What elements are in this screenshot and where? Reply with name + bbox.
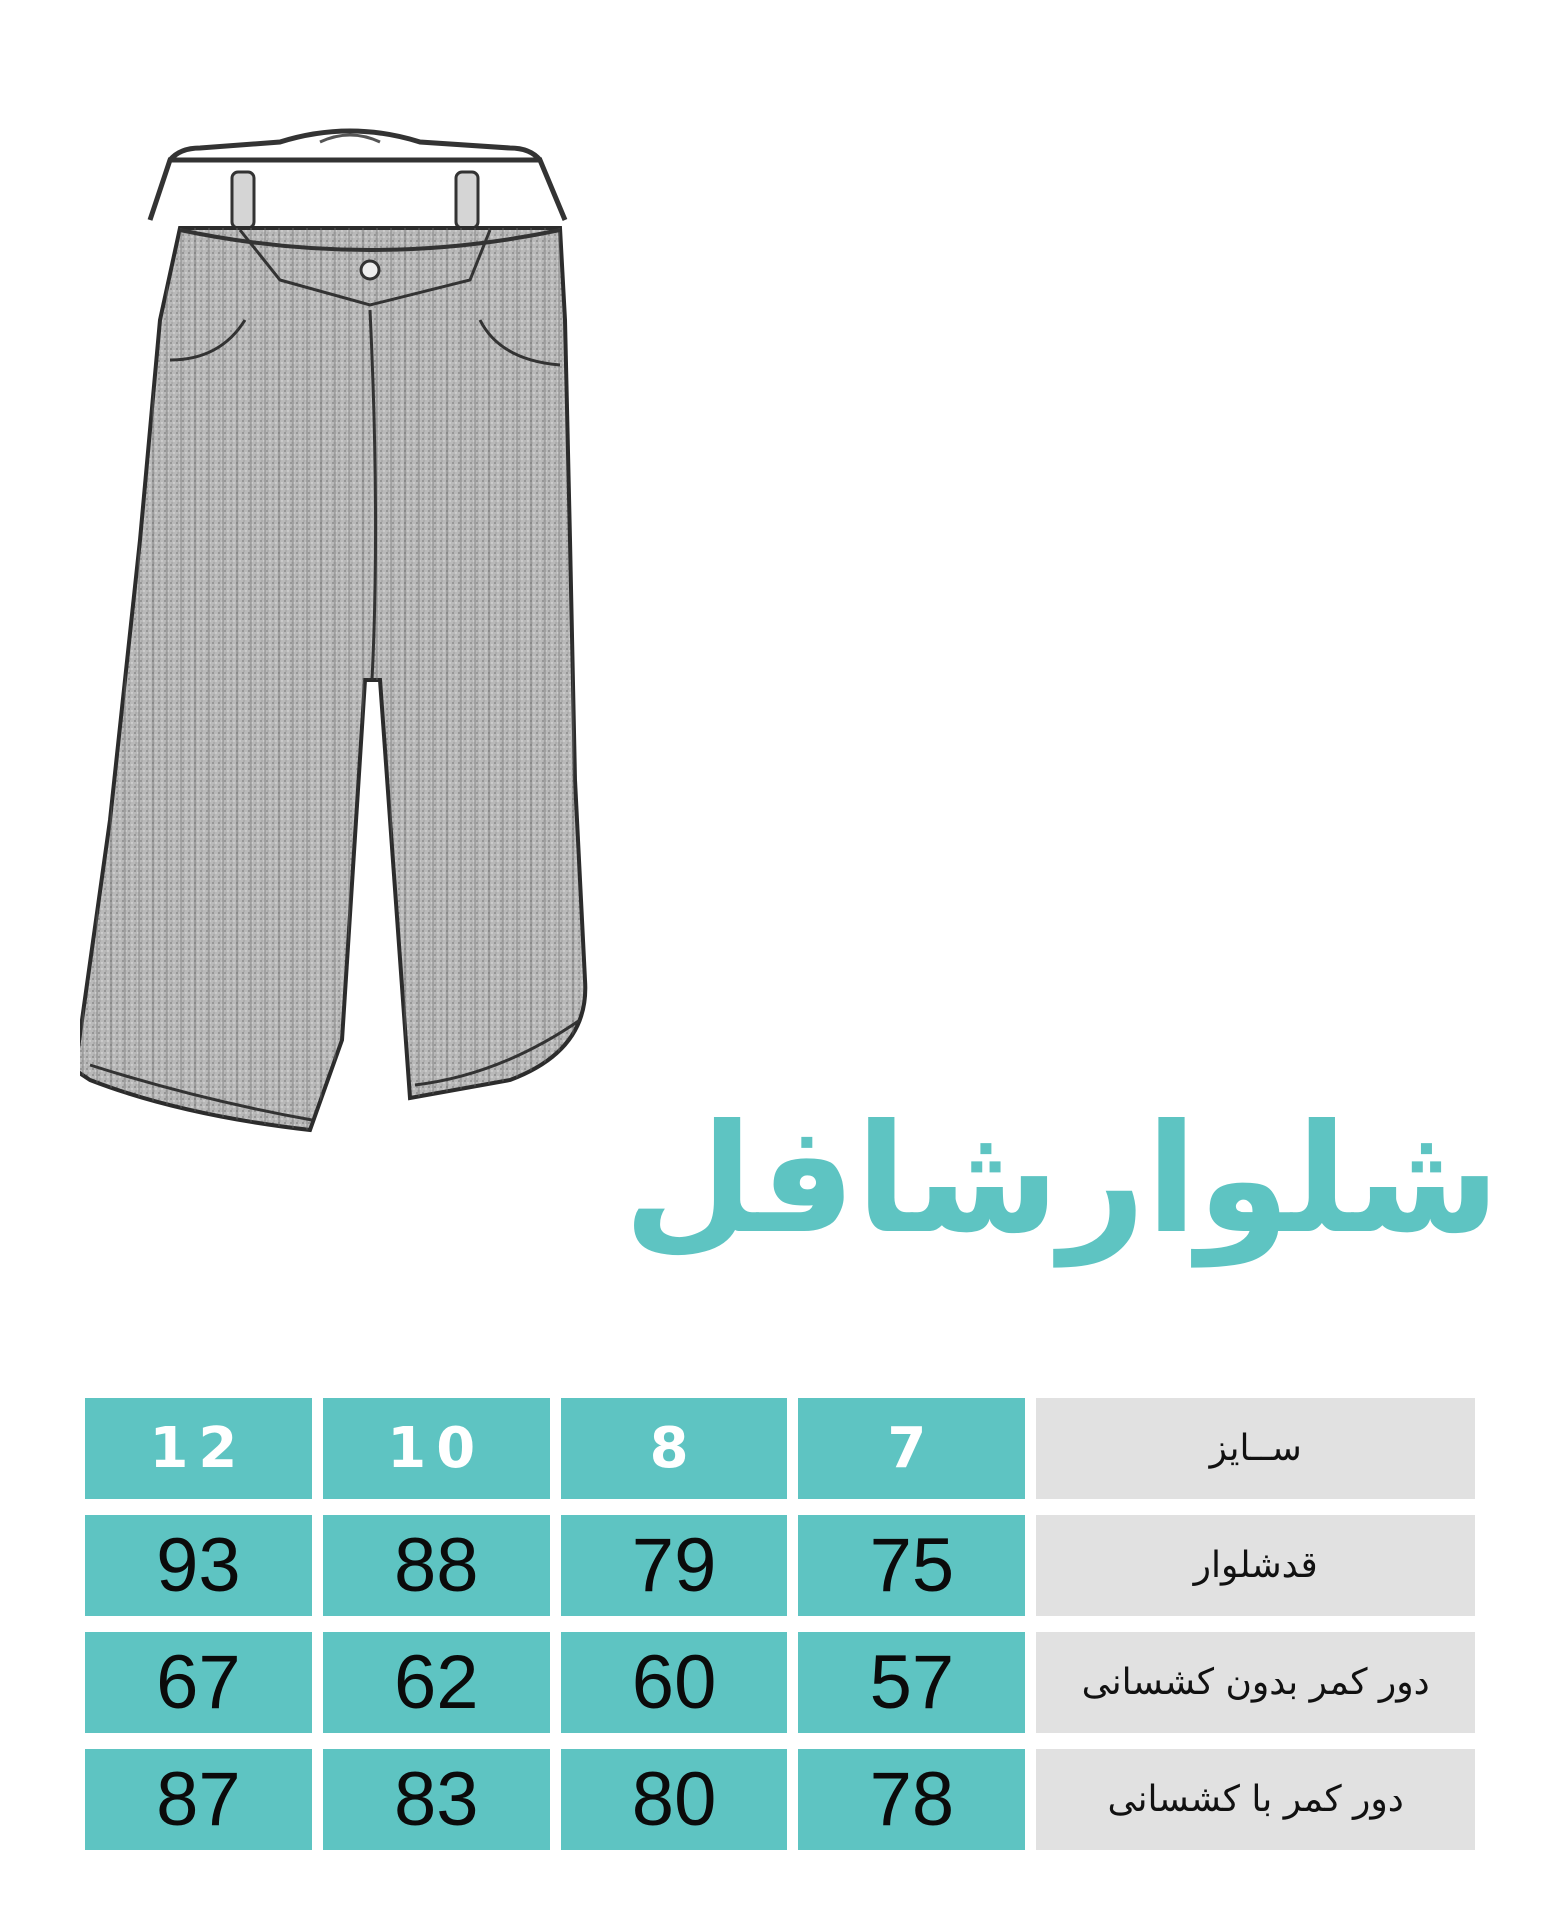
length-cell-col3 <box>561 1515 788 1616</box>
measure-value: 93 <box>156 1523 241 1608</box>
measure-value: 80 <box>631 1757 717 1842</box>
row-label-waist-no-stretch: دور کمر بدون کشسانی <box>1036 1632 1475 1733</box>
waist-cell-col1 <box>85 1632 312 1733</box>
length-cell-col4 <box>798 1515 1025 1616</box>
size-cell-col4 <box>798 1398 1025 1499</box>
table-row-size <box>85 1398 1475 1499</box>
table-row-waist-stretch <box>85 1749 1475 1850</box>
waist-cell-col2 <box>323 1632 550 1733</box>
size-cell-col2 <box>323 1398 550 1499</box>
waist-stretch-cell-col3 <box>561 1749 788 1850</box>
row-label-length: قدشلوار <box>1036 1515 1475 1616</box>
waist-cell-col4 <box>798 1632 1025 1733</box>
measure-value: 57 <box>869 1640 955 1725</box>
pants-on-hanger-image <box>80 120 680 1300</box>
measure-value: 83 <box>393 1757 479 1842</box>
waist-stretch-cell-col1 <box>85 1749 312 1850</box>
length-cell-col2 <box>323 1515 550 1616</box>
waist-cell-col3 <box>561 1632 788 1733</box>
waist-stretch-cell-col4 <box>798 1749 1025 1850</box>
measure-value: 79 <box>631 1523 717 1608</box>
measure-value: 67 <box>156 1640 241 1725</box>
waist-stretch-cell-col2 <box>323 1749 550 1850</box>
hanger-icon <box>150 131 565 228</box>
measure-value: 75 <box>869 1523 955 1608</box>
row-label-size: ســایز <box>1036 1398 1475 1499</box>
measure-value: 88 <box>393 1523 479 1608</box>
size-value: 8 <box>649 1416 699 1481</box>
size-table <box>85 1398 1475 1866</box>
size-value: 10 <box>387 1416 486 1481</box>
pants-shape <box>80 228 585 1130</box>
size-value: 12 <box>149 1416 248 1481</box>
measure-value: 60 <box>631 1640 717 1725</box>
measure-value: 78 <box>869 1757 955 1842</box>
size-value: 7 <box>887 1416 937 1481</box>
measure-value: 87 <box>156 1757 241 1842</box>
size-cell-col3 <box>561 1398 788 1499</box>
table-row-waist-no-stretch <box>85 1632 1475 1733</box>
row-label-waist-stretch: دور کمر با کشسانی <box>1036 1749 1475 1850</box>
measure-value: 62 <box>393 1640 479 1725</box>
table-row-length <box>85 1515 1475 1616</box>
size-cell-col1 <box>85 1398 312 1499</box>
length-cell-col1 <box>85 1515 312 1616</box>
product-title: شلوارشافل <box>623 1093 1500 1267</box>
